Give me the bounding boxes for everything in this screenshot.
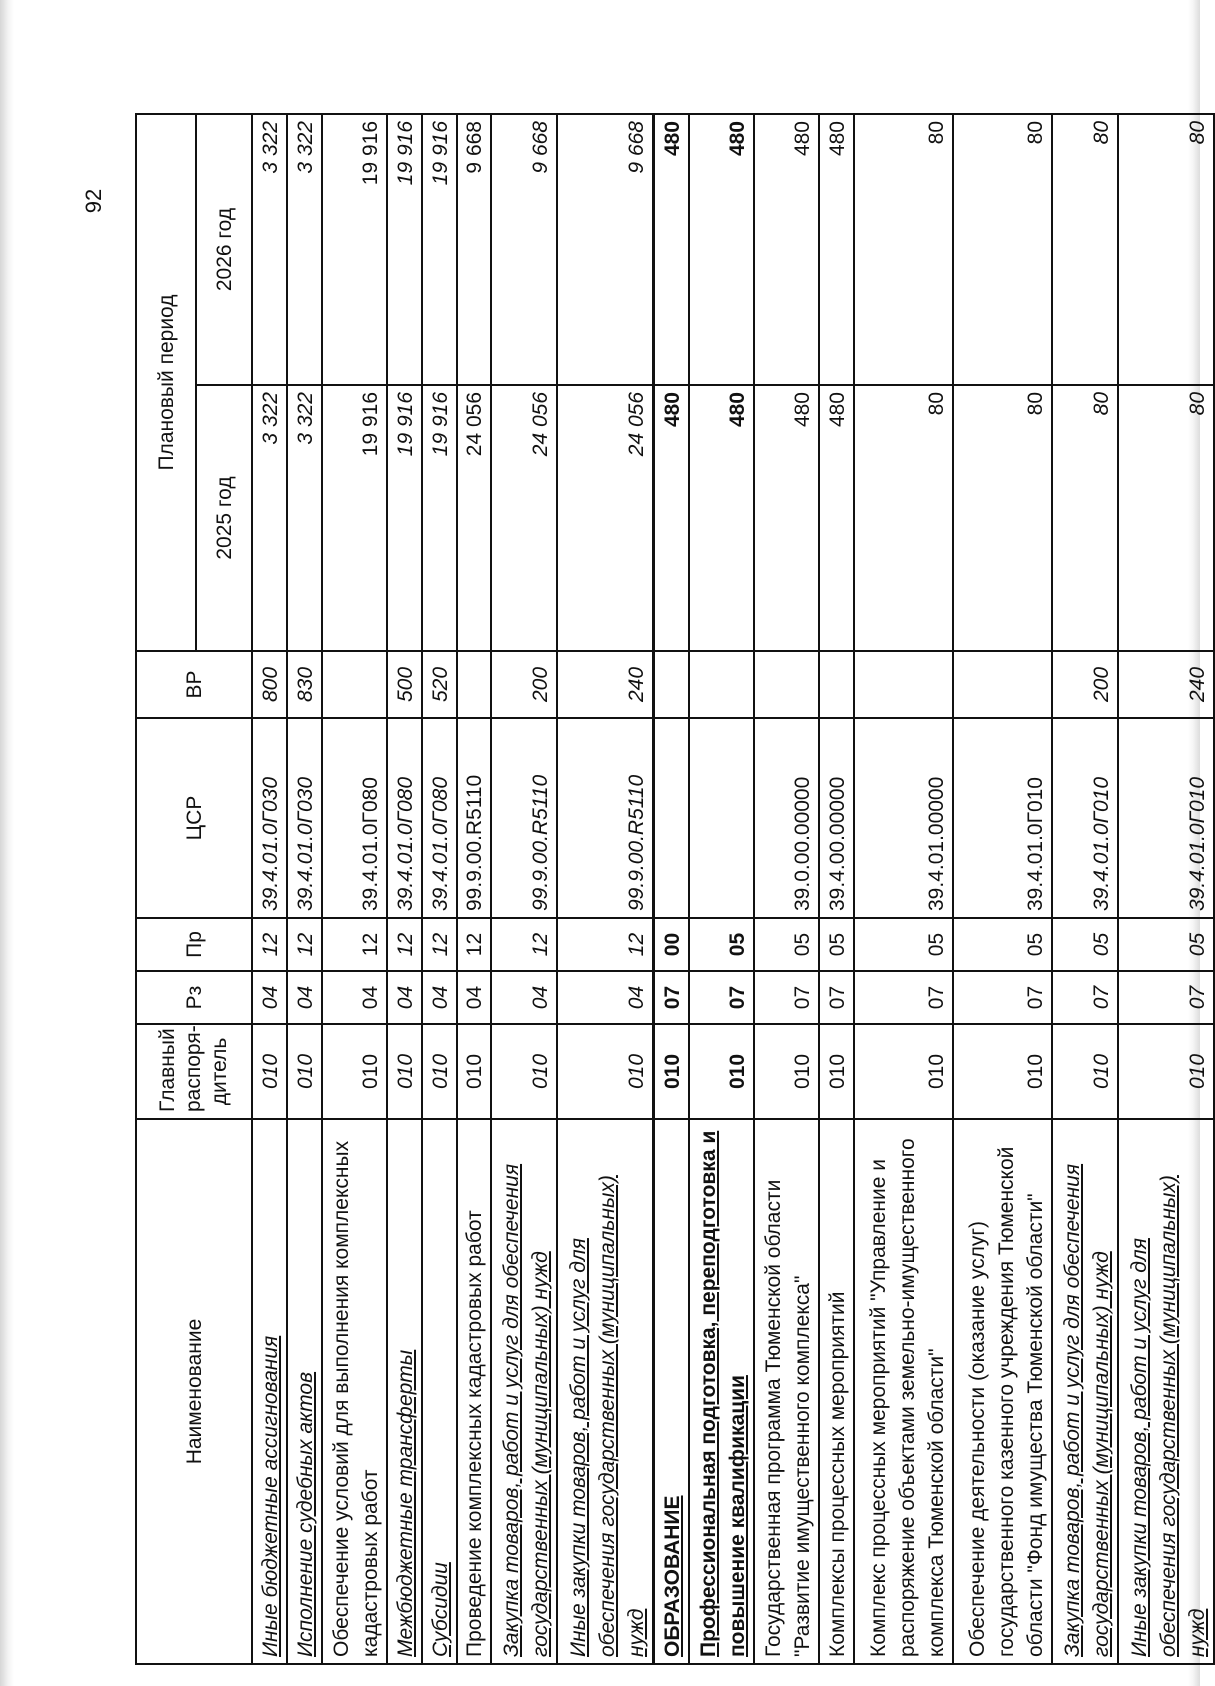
row-pr bbox=[322, 918, 387, 971]
row-csr-text: 99.9.00.R5110 bbox=[624, 774, 648, 911]
row-amount-2025-text: 480 bbox=[826, 392, 850, 428]
header-csr: ЦСР bbox=[136, 718, 252, 918]
row-csr bbox=[754, 718, 819, 918]
row-pr-text: 05 bbox=[791, 932, 815, 957]
row-csr bbox=[387, 718, 422, 918]
row-amount-2026 bbox=[953, 114, 1052, 385]
row-vr bbox=[689, 651, 754, 718]
row-csr-text: 39.4.00.00000 bbox=[826, 776, 850, 911]
page-number: 92 bbox=[81, 188, 107, 214]
table-row bbox=[953, 114, 1052, 1664]
row-name-text: Обеспечение условий для выполнения комплексных кадастровых работ bbox=[329, 1140, 382, 1657]
row-amount-2025-text: 80 bbox=[925, 392, 949, 416]
row-chief-manager-text: 010 bbox=[660, 1053, 684, 1090]
row-chief-manager bbox=[819, 1024, 854, 1119]
row-pr-text: 05 bbox=[1024, 932, 1048, 957]
row-chief-manager bbox=[322, 1024, 387, 1119]
row-rz-text: 07 bbox=[1089, 985, 1113, 1010]
row-amount-2026-text: 80 bbox=[1186, 121, 1209, 145]
row-chief-manager bbox=[953, 1024, 1052, 1119]
row-amount-2026 bbox=[854, 114, 953, 385]
row-pr bbox=[1118, 918, 1214, 971]
row-name-text: Исполнение судебных актов bbox=[293, 1371, 317, 1657]
row-rz bbox=[689, 971, 754, 1024]
row-name-text: Государственная программа Тюменской области "Развитие имущественного комплекса" bbox=[762, 1179, 815, 1657]
row-name-text: Иные закупки товаров, работ и услуг для обеспечения государственных (муниципальных) нужд bbox=[566, 1175, 648, 1657]
row-chief-manager-text: 010 bbox=[925, 1053, 949, 1090]
row-name-text: Профессиональная подготовка, переподготовка и повышение квалификации bbox=[697, 1130, 749, 1657]
row-csr-text: 39.4.01.0Г030 bbox=[293, 776, 317, 911]
row-amount-2026-text: 80 bbox=[925, 121, 949, 145]
row-amount-2026-text: 3 322 bbox=[293, 121, 317, 174]
table-row bbox=[557, 114, 654, 1664]
row-chief-manager-text: 010 bbox=[428, 1053, 452, 1090]
table-row bbox=[689, 114, 754, 1664]
row-pr bbox=[819, 918, 854, 971]
row-vr bbox=[491, 651, 556, 718]
row-amount-2025-text: 3 322 bbox=[258, 392, 282, 445]
row-name-text: Иные закупки товаров, работ и услуг для обеспечения государственных (муниципальных) нужд bbox=[1128, 1175, 1209, 1657]
row-amount-2025 bbox=[457, 385, 492, 651]
row-chief-manager-text: 010 bbox=[358, 1053, 382, 1090]
row-vr bbox=[287, 651, 322, 718]
row-chief-manager-text: 010 bbox=[258, 1053, 282, 1090]
row-csr-text: 99.9.00.R5110 bbox=[528, 774, 552, 911]
row-rz-text: 04 bbox=[393, 985, 417, 1010]
row-rz bbox=[422, 971, 457, 1024]
row-chief-manager-text: 010 bbox=[826, 1053, 850, 1090]
row-amount-2026 bbox=[1118, 114, 1214, 385]
header-year-2026: 2026 год bbox=[196, 114, 252, 385]
row-amount-2026 bbox=[557, 114, 654, 385]
row-vr-text: 500 bbox=[393, 666, 417, 703]
row-pr-text: 12 bbox=[293, 932, 317, 957]
row-pr bbox=[422, 918, 457, 971]
row-amount-2025 bbox=[1118, 385, 1214, 651]
row-vr-text: 240 bbox=[1186, 666, 1209, 703]
row-vr bbox=[1052, 651, 1117, 718]
row-csr bbox=[322, 718, 387, 918]
row-rz-text: 07 bbox=[726, 985, 749, 1010]
row-amount-2025 bbox=[322, 385, 387, 651]
row-pr bbox=[491, 918, 556, 971]
row-amount-2026 bbox=[689, 114, 754, 385]
row-csr bbox=[491, 718, 556, 918]
row-rz bbox=[491, 971, 556, 1024]
row-amount-2025-text: 80 bbox=[1024, 392, 1048, 416]
header-gr-line2: распоря- bbox=[182, 1025, 205, 1112]
table-row bbox=[819, 114, 854, 1664]
row-pr bbox=[689, 918, 754, 971]
table-row bbox=[322, 114, 387, 1664]
table-row bbox=[422, 114, 457, 1664]
row-csr-text: 39.4.01.0Г080 bbox=[393, 776, 417, 911]
row-chief-manager bbox=[1052, 1024, 1117, 1119]
row-amount-2025 bbox=[754, 385, 819, 651]
row-rz bbox=[1052, 971, 1117, 1024]
row-pr-text: 05 bbox=[726, 932, 749, 957]
row-rz-text: 07 bbox=[1186, 985, 1209, 1010]
row-csr-text: 39.4.01.0Г010 bbox=[1024, 777, 1048, 911]
row-amount-2025 bbox=[1052, 385, 1117, 651]
row-csr bbox=[457, 718, 492, 918]
row-csr-text: 39.0.00.00000 bbox=[791, 776, 815, 911]
row-amount-2025 bbox=[653, 385, 688, 651]
row-amount-2026 bbox=[1052, 114, 1117, 385]
row-vr-text: 200 bbox=[1089, 666, 1113, 703]
row-rz-text: 04 bbox=[293, 985, 317, 1010]
row-amount-2025 bbox=[422, 385, 457, 651]
row-amount-2026 bbox=[653, 114, 688, 385]
row-pr-text: 05 bbox=[1186, 932, 1209, 957]
row-pr-text: 05 bbox=[826, 932, 850, 957]
row-chief-manager-text: 010 bbox=[293, 1053, 317, 1090]
row-amount-2025-text: 24 056 bbox=[528, 392, 552, 457]
row-amount-2026-text: 3 322 bbox=[258, 121, 282, 174]
row-csr-text: 99.9.00.R5110 bbox=[463, 774, 487, 911]
row-amount-2026 bbox=[322, 114, 387, 385]
table-row bbox=[1118, 114, 1214, 1664]
row-amount-2026-text: 480 bbox=[826, 121, 850, 157]
row-vr bbox=[953, 651, 1052, 718]
row-pr bbox=[953, 918, 1052, 971]
row-vr-text: 200 bbox=[528, 666, 552, 703]
row-name-text: Комплексы процессных мероприятий bbox=[826, 1291, 850, 1657]
row-amount-2025 bbox=[953, 385, 1052, 651]
row-amount-2025 bbox=[491, 385, 556, 651]
row-vr bbox=[1118, 651, 1214, 718]
row-chief-manager-text: 010 bbox=[1186, 1053, 1209, 1090]
row-vr-text: 240 bbox=[624, 666, 648, 703]
table-row bbox=[252, 114, 287, 1664]
row-pr bbox=[457, 918, 492, 971]
row-amount-2026-text: 19 916 bbox=[358, 121, 382, 186]
row-name bbox=[953, 1119, 1052, 1664]
row-rz-text: 07 bbox=[1024, 985, 1048, 1010]
table-body bbox=[252, 114, 1214, 1664]
table-row bbox=[754, 114, 819, 1664]
row-rz-text: 07 bbox=[660, 985, 684, 1010]
row-name-text: Обеспечение деятельности (оказание услуг) государственного казенного учреждения Тюменской области "Фонд имущества Тюменской области" bbox=[966, 1146, 1048, 1657]
row-amount-2025 bbox=[689, 385, 754, 651]
row-pr bbox=[287, 918, 322, 971]
row-rz-text: 07 bbox=[791, 985, 815, 1010]
row-name bbox=[387, 1119, 422, 1664]
row-amount-2026 bbox=[252, 114, 287, 385]
row-name bbox=[819, 1119, 854, 1664]
table-row bbox=[457, 114, 492, 1664]
row-amount-2025-text: 80 bbox=[1186, 392, 1209, 416]
row-name bbox=[457, 1119, 492, 1664]
row-name bbox=[557, 1119, 654, 1664]
row-csr bbox=[1052, 718, 1117, 918]
row-vr-text: 800 bbox=[258, 666, 282, 703]
row-pr-text: 12 bbox=[463, 932, 487, 957]
row-rz-text: 04 bbox=[258, 985, 282, 1010]
row-vr bbox=[252, 651, 287, 718]
header-gr-line3: дитель bbox=[208, 1037, 231, 1106]
row-vr bbox=[387, 651, 422, 718]
header-pr: Пр bbox=[136, 918, 252, 971]
row-chief-manager bbox=[457, 1024, 492, 1119]
row-pr-text: 05 bbox=[925, 932, 949, 957]
row-amount-2026 bbox=[819, 114, 854, 385]
row-amount-2025 bbox=[252, 385, 287, 651]
row-vr-text: 830 bbox=[293, 666, 317, 703]
header-vr: ВР bbox=[136, 651, 252, 718]
row-name-text: Закупка товаров, работ и услуг для обеспечения государственных (муниципальных) нужд bbox=[499, 1163, 552, 1657]
row-amount-2026 bbox=[491, 114, 556, 385]
row-vr bbox=[457, 651, 492, 718]
row-name bbox=[287, 1119, 322, 1664]
row-rz bbox=[457, 971, 492, 1024]
row-amount-2026 bbox=[422, 114, 457, 385]
row-vr bbox=[819, 651, 854, 718]
row-csr bbox=[252, 718, 287, 918]
row-amount-2026 bbox=[387, 114, 422, 385]
budget-table bbox=[135, 113, 1215, 1665]
row-amount-2025-text: 480 bbox=[726, 392, 749, 428]
row-pr bbox=[557, 918, 654, 971]
row-chief-manager bbox=[422, 1024, 457, 1119]
row-chief-manager-text: 010 bbox=[1024, 1053, 1048, 1090]
header-year-2025: 2025 год bbox=[196, 385, 252, 651]
row-csr bbox=[287, 718, 322, 918]
row-amount-2025-text: 19 916 bbox=[358, 392, 382, 457]
row-rz bbox=[322, 971, 387, 1024]
row-amount-2026-text: 9 668 bbox=[463, 121, 487, 174]
row-amount-2025-text: 19 916 bbox=[428, 392, 452, 457]
row-pr-text: 05 bbox=[1089, 932, 1113, 957]
header-planned-period: Плановый период bbox=[136, 114, 196, 651]
row-amount-2025-text: 80 bbox=[1089, 392, 1113, 416]
row-rz bbox=[387, 971, 422, 1024]
row-vr bbox=[854, 651, 953, 718]
header-chief-manager bbox=[136, 1024, 252, 1119]
row-chief-manager-text: 010 bbox=[624, 1053, 648, 1090]
row-rz-text: 04 bbox=[528, 985, 552, 1010]
row-amount-2025 bbox=[819, 385, 854, 651]
row-rz bbox=[653, 971, 688, 1024]
row-rz bbox=[854, 971, 953, 1024]
row-amount-2025-text: 480 bbox=[660, 392, 684, 428]
row-csr-text: 39.4.01.00000 bbox=[925, 776, 949, 911]
row-csr bbox=[653, 718, 688, 918]
row-csr bbox=[1118, 718, 1214, 918]
row-csr-text: 39.4.01.0Г080 bbox=[358, 777, 382, 911]
row-name bbox=[754, 1119, 819, 1664]
row-amount-2026 bbox=[457, 114, 492, 385]
row-csr bbox=[819, 718, 854, 918]
row-pr-text: 12 bbox=[528, 932, 552, 957]
row-pr bbox=[1052, 918, 1117, 971]
row-chief-manager bbox=[557, 1024, 654, 1119]
row-name bbox=[322, 1119, 387, 1664]
row-rz bbox=[557, 971, 654, 1024]
table-row bbox=[653, 114, 688, 1664]
row-amount-2026-text: 480 bbox=[726, 121, 749, 157]
row-chief-manager bbox=[1118, 1024, 1214, 1119]
row-amount-2026-text: 19 916 bbox=[393, 121, 417, 186]
row-rz-text: 04 bbox=[463, 985, 487, 1010]
row-amount-2026-text: 480 bbox=[660, 121, 684, 157]
row-amount-2026-text: 480 bbox=[791, 121, 815, 157]
row-pr bbox=[854, 918, 953, 971]
row-csr-text: 39.4.01.0Г030 bbox=[258, 776, 282, 911]
table-row bbox=[854, 114, 953, 1664]
row-pr-text: 12 bbox=[358, 932, 382, 957]
row-rz bbox=[819, 971, 854, 1024]
header-rz: Рз bbox=[136, 971, 252, 1024]
row-name bbox=[1118, 1119, 1214, 1664]
row-pr bbox=[252, 918, 287, 971]
row-rz bbox=[287, 971, 322, 1024]
row-vr bbox=[322, 651, 387, 718]
row-amount-2025-text: 3 322 bbox=[293, 392, 317, 445]
row-amount-2026-text: 80 bbox=[1089, 121, 1113, 145]
row-csr bbox=[953, 718, 1052, 918]
row-chief-manager bbox=[754, 1024, 819, 1119]
table-header bbox=[136, 114, 252, 1664]
row-rz-text: 07 bbox=[826, 985, 850, 1010]
header-gr-line1: Главный bbox=[156, 1028, 179, 1112]
row-chief-manager bbox=[387, 1024, 422, 1119]
row-csr bbox=[557, 718, 654, 918]
row-amount-2026-text: 9 668 bbox=[528, 121, 552, 174]
row-name bbox=[422, 1119, 457, 1664]
row-name-text: Комплекс процессных мероприятий "Управление и распоряжение объектами земельно-имущественного комплекса Тюменской области" bbox=[867, 1138, 949, 1657]
row-amount-2026 bbox=[754, 114, 819, 385]
row-chief-manager-text: 010 bbox=[463, 1053, 487, 1090]
row-name-text: Субсидии bbox=[428, 1562, 452, 1657]
row-rz bbox=[754, 971, 819, 1024]
row-chief-manager-text: 010 bbox=[791, 1053, 815, 1090]
row-pr-text: 12 bbox=[428, 932, 452, 957]
row-chief-manager bbox=[287, 1024, 322, 1119]
row-name bbox=[653, 1119, 688, 1664]
row-chief-manager bbox=[252, 1024, 287, 1119]
row-pr-text: 00 bbox=[660, 932, 684, 957]
row-pr bbox=[387, 918, 422, 971]
row-name-text: Закупка товаров, работ и услуг для обеспечения государственных (муниципальных) нужд bbox=[1060, 1163, 1113, 1657]
row-amount-2025 bbox=[854, 385, 953, 651]
row-pr bbox=[754, 918, 819, 971]
row-csr-text: 39.4.01.0Г010 bbox=[1089, 776, 1113, 911]
row-vr-text: 520 bbox=[428, 666, 452, 703]
row-chief-manager-text: 010 bbox=[1089, 1053, 1113, 1090]
row-chief-manager-text: 010 bbox=[528, 1053, 552, 1090]
row-amount-2025-text: 480 bbox=[791, 392, 815, 428]
row-name-text: Межбюджетные трансферты bbox=[393, 1349, 417, 1657]
row-name bbox=[252, 1119, 287, 1664]
table-row bbox=[491, 114, 556, 1664]
row-rz-text: 07 bbox=[925, 985, 949, 1010]
row-name bbox=[491, 1119, 556, 1664]
row-chief-manager-text: 010 bbox=[726, 1053, 749, 1090]
row-name-text: Иные бюджетные ассигнования bbox=[258, 1335, 282, 1657]
row-chief-manager bbox=[854, 1024, 953, 1119]
row-name-text: Проведение комплексных кадастровых работ bbox=[463, 1210, 487, 1657]
row-rz bbox=[1118, 971, 1214, 1024]
row-pr-text: 12 bbox=[624, 932, 648, 957]
row-rz-text: 04 bbox=[428, 985, 452, 1010]
table-row bbox=[387, 114, 422, 1664]
row-csr bbox=[689, 718, 754, 918]
row-pr bbox=[653, 918, 688, 971]
row-amount-2026-text: 80 bbox=[1024, 121, 1048, 145]
row-rz-text: 04 bbox=[358, 985, 382, 1010]
row-rz bbox=[252, 971, 287, 1024]
row-amount-2025 bbox=[287, 385, 322, 651]
row-pr-text: 12 bbox=[258, 932, 282, 957]
row-chief-manager bbox=[491, 1024, 556, 1119]
row-csr-text: 39.4.01.0Г010 bbox=[1186, 776, 1209, 911]
row-vr bbox=[557, 651, 654, 718]
row-chief-manager-text: 010 bbox=[393, 1053, 417, 1090]
row-csr-text: 39.4.01.0Г080 bbox=[428, 776, 452, 911]
rotated-table-wrapper bbox=[135, 115, 1215, 1665]
row-csr bbox=[422, 718, 457, 918]
row-rz bbox=[953, 971, 1052, 1024]
row-amount-2025 bbox=[557, 385, 654, 651]
row-vr bbox=[754, 651, 819, 718]
table-row bbox=[1052, 114, 1117, 1664]
row-amount-2025 bbox=[387, 385, 422, 651]
row-rz-text: 04 bbox=[624, 985, 648, 1010]
row-name bbox=[1052, 1119, 1117, 1664]
row-name bbox=[854, 1119, 953, 1664]
row-name-text: ОБРАЗОВАНИЕ bbox=[660, 1495, 684, 1657]
row-vr bbox=[422, 651, 457, 718]
row-chief-manager bbox=[689, 1024, 754, 1119]
row-amount-2026-text: 19 916 bbox=[428, 121, 452, 186]
row-csr bbox=[854, 718, 953, 918]
row-amount-2025-text: 24 056 bbox=[624, 392, 648, 457]
row-chief-manager bbox=[653, 1024, 688, 1119]
row-pr-text: 12 bbox=[393, 932, 417, 957]
scan-edge-left bbox=[0, 0, 14, 1686]
row-amount-2026-text: 9 668 bbox=[624, 121, 648, 174]
header-name: Наименование bbox=[136, 1119, 252, 1664]
row-amount-2026 bbox=[287, 114, 322, 385]
row-amount-2025-text: 19 916 bbox=[393, 392, 417, 457]
row-vr bbox=[653, 651, 688, 718]
row-amount-2025-text: 24 056 bbox=[463, 392, 487, 457]
table-row bbox=[287, 114, 322, 1664]
row-name bbox=[689, 1119, 754, 1664]
